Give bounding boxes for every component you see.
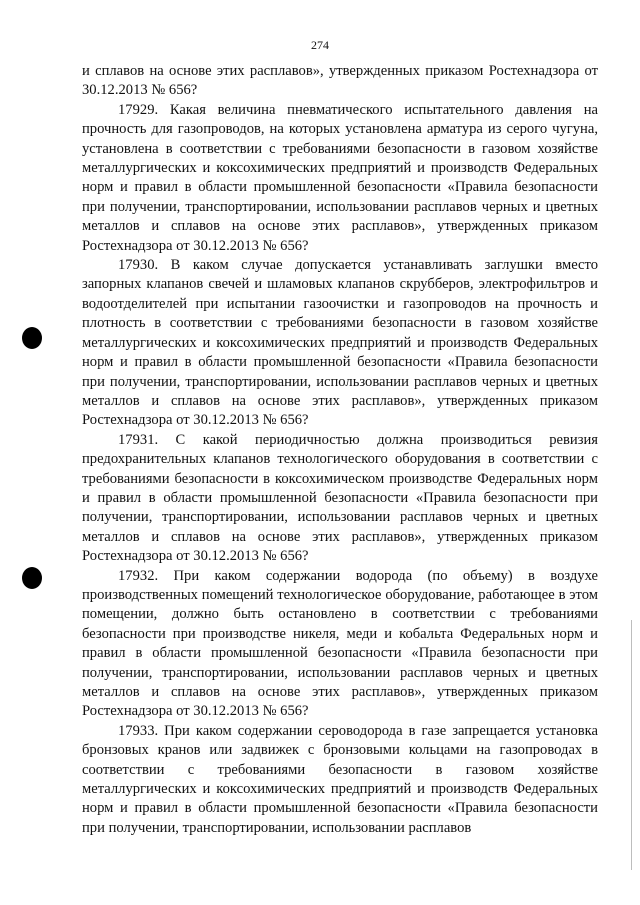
punch-hole-icon — [22, 567, 42, 589]
scan-edge-line — [631, 620, 632, 870]
document-body — [82, 62, 598, 838]
question-17932: 17932. При каком содержании водорода (по объему) в воздухе производственных помещений технологическое оборудование, работающее в этом помещении, должно быть остановлено в соответствии с требованиями безопасности при производстве никеля, меди и кобальта Федеральных норм и правил в области промышленной безопасности «Правила безопасности при получении, транспортировании, использовании расплавов черных и цветных металлов и сплавов на основе этих расплавов», утвержденных приказом Ростехнадзора от 30.12.2013 № 656? — [82, 567, 598, 720]
question-17933: 17933. При каком содержании сероводорода в газе запрещается установка бронзовых кранов или задвижек с бронзовыми кольцами на газопроводах в соответствии с требованиями безопасности в газовом хозяйстве металлургических и коксохимических предприятий и производств Федеральных норм и правил в области промышленной безопасности «Правила безопасности при получении, транспортировании, использовании расплавов — [82, 722, 598, 836]
question-17930: 17930. В каком случае допускается устанавливать заглушки вместо запорных клапанов свечей и шламовых клапанов скрубберов, электрофильтров и водоотделителей при испытании газоочистки и газопроводов на прочность и плотность в соответствии с требованиями безопасности в газовом хозяйстве металлургических и коксохимических предприятий и производств Федеральных норм и правил в области промышленной безопасности «Правила безопасности при получении, транспортировании, использовании расплавов черных и цветных металлов и сплавов на основе этих расплавов», утвержденных приказом Ростехнадзора от 30.12.2013 № 656? — [82, 257, 598, 429]
question-17931: 17931. С какой периодичностью должна производиться ревизия предохранительных клапанов технологического оборудования в соответствии с требованиями безопасности в коксохимическом производстве Федеральных норм и правил в области промышленной безопасности «Правила безопасности при получении, транспортировании, использовании расплавов черных и цветных металлов и сплавов на основе этих расплавов», утвержденных приказом Ростехнадзора от 30.12.2013 № 656? — [82, 431, 598, 565]
paragraph-continuation: и сплавов на основе этих расплавов», утвержденных приказом Ростехнадзора от 30.12.2013 № 656? — [82, 63, 598, 99]
punch-hole-icon — [22, 327, 42, 349]
question-17929: 17929. Какая величина пневматического испытательного давления на прочность для газопроводов, на которых установлена арматура из серого чугуна, установлена в соответствии с требованиями безопасности в газовом хозяйстве металлургических и коксохимических предприятий и производств Федеральных норм и правил в области промышленной безопасности «Правила безопасности при получении, транспортировании, использовании расплавов черных и цветных металлов и сплавов на основе этих расплавов», утвержденных приказом Ростехнадзора от 30.12.2013 № 656? — [82, 101, 598, 254]
page-number: 274 — [311, 38, 329, 52]
